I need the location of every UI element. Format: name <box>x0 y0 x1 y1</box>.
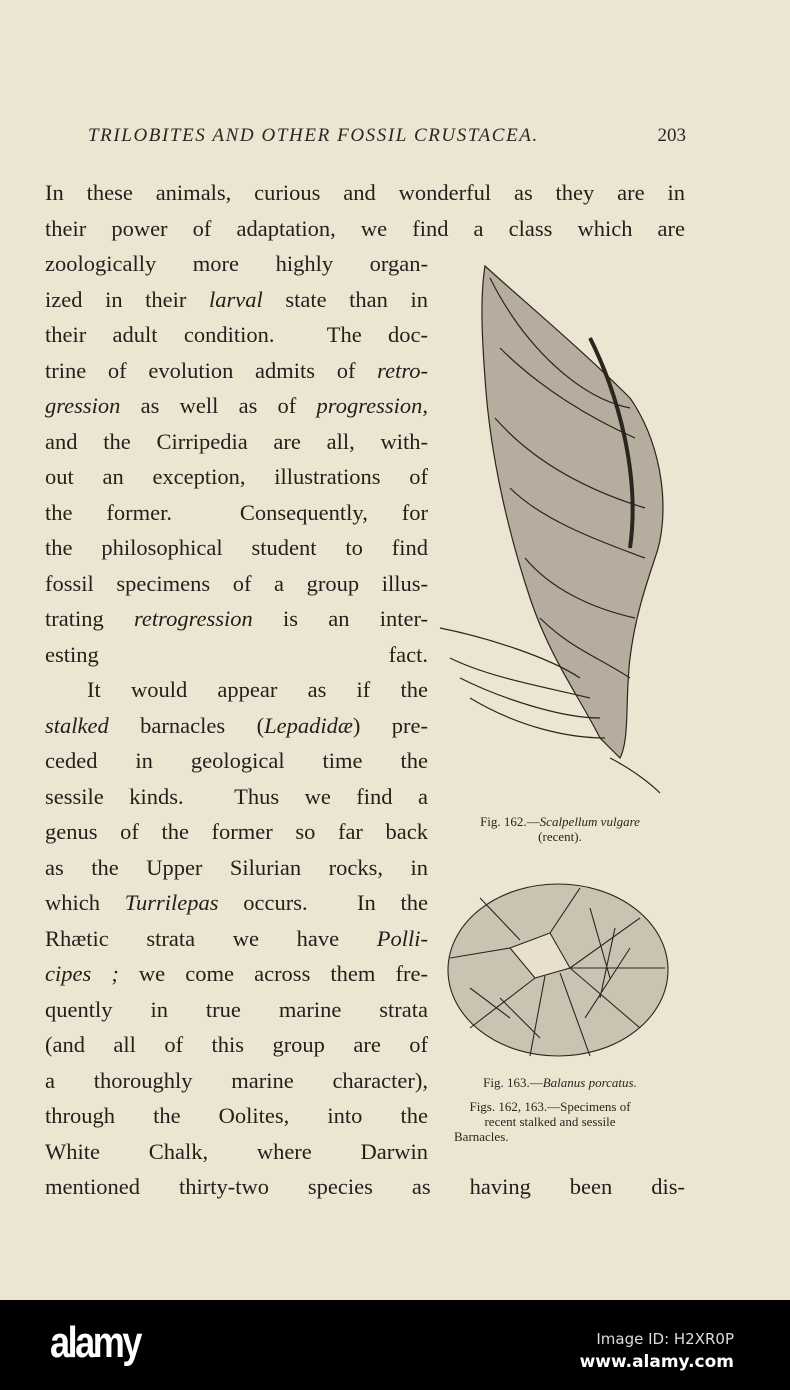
alamy-logo: alamy <box>50 1318 141 1367</box>
italic-text: cipes ; <box>45 961 119 986</box>
text-segment: trine of evolution admits of <box>45 357 378 383</box>
text-segment: ) pre- <box>352 712 428 738</box>
text-segment: is an inter- <box>252 606 428 631</box>
text-line <box>45 498 428 528</box>
italic-text: retrogression <box>133 606 253 631</box>
text-line <box>45 533 428 563</box>
text-segment: White Chalk, where Darwin <box>45 1138 428 1164</box>
text-segment: as well as of <box>120 393 317 418</box>
text-segment: a thoroughly marine character), <box>45 1067 428 1093</box>
site-url: www.alamy.com <box>579 1352 734 1372</box>
text-segment: zoologically more highly organ- <box>45 251 428 276</box>
text-line <box>45 924 428 954</box>
text-segment: esting fact. <box>45 641 428 667</box>
caption-prefix: Fig. 163.— <box>483 1075 543 1090</box>
text-line <box>45 675 428 705</box>
text-segment: barnacles ( <box>108 712 265 738</box>
text-segment: occurs. In the <box>218 890 428 915</box>
text-segment: as the Upper Silurian rocks, in <box>45 854 428 880</box>
text-segment: and the Cirripedia are all, with- <box>45 428 428 454</box>
italic-text: Lepadidæ <box>264 712 353 738</box>
fig-162-caption <box>440 814 680 844</box>
text-line <box>45 320 428 350</box>
text-segment: their power of adaptation, we find a class which are <box>45 215 685 241</box>
text-line <box>45 1066 428 1096</box>
running-title: TRILOBITES AND OTHER FOSSIL CRUSTACEA. <box>88 125 539 146</box>
text-line <box>45 1172 685 1202</box>
text-segment: (and all of this group are of <box>45 1032 428 1057</box>
text-segment: Rhætic strata we have <box>45 925 377 951</box>
text-line <box>45 888 428 918</box>
text-line <box>45 1137 428 1167</box>
fig-163-caption <box>445 1075 675 1090</box>
text-line <box>45 995 428 1025</box>
shared-caption <box>430 1099 670 1144</box>
caption-line: Barnacles. <box>454 1129 509 1144</box>
italic-text: gression <box>45 393 121 418</box>
text-segment: state than in <box>262 286 428 312</box>
caption-line: Figs. 162, 163.—Specimens of <box>469 1099 631 1114</box>
page-number: 203 <box>657 125 686 146</box>
text-segment: which <box>45 890 125 915</box>
italic-text: progression, <box>316 393 428 418</box>
text-line <box>45 427 428 457</box>
text-segment: trating <box>45 606 134 631</box>
text-line <box>45 214 685 244</box>
text-line <box>45 746 428 776</box>
text-line <box>45 1030 428 1060</box>
caption-line: recent stalked and sessile <box>484 1114 616 1129</box>
text-line <box>45 178 685 208</box>
text-segment: fossil specimens of a group illus- <box>45 570 428 596</box>
text-segment: out an exception, illustrations of <box>45 464 428 489</box>
caption-species: Scalpellum vulgare <box>539 814 640 829</box>
text-segment: through the Oolites, into the <box>45 1103 428 1128</box>
text-line <box>45 640 428 670</box>
text-segment: we come across them fre- <box>118 961 428 986</box>
text-segment: ized in their <box>45 286 209 312</box>
italic-text: stalked <box>45 712 109 738</box>
text-line <box>45 462 428 492</box>
text-line <box>45 569 428 599</box>
balanus-illustration <box>440 878 672 1070</box>
italic-text: Polli- <box>376 925 428 951</box>
text-line <box>45 711 428 741</box>
italic-text: Turrilepas <box>124 890 219 915</box>
text-segment: the philosophical student to find <box>45 535 428 560</box>
text-line <box>45 959 428 989</box>
text-line <box>45 1101 428 1131</box>
caption-species: Balanus porcatus. <box>542 1075 637 1090</box>
text-segment: sessile kinds. Thus we find a <box>45 783 428 809</box>
text-line <box>45 356 428 386</box>
caption-note: (recent). <box>538 829 582 844</box>
text-segment: mentioned thirty-two species as having been dis- <box>45 1174 685 1199</box>
text-line <box>45 249 428 279</box>
text-line <box>45 285 428 315</box>
image-id: Image ID: H2XR0P <box>596 1330 734 1348</box>
text-line <box>45 604 428 634</box>
text-segment: It would appear as if the <box>87 677 428 702</box>
text-segment: the former. Consequently, for <box>45 499 428 525</box>
caption-prefix: Fig. 162.— <box>480 814 540 829</box>
text-line <box>45 782 428 812</box>
text-line <box>45 853 428 883</box>
text-segment: ceded in geological time the <box>45 748 428 773</box>
italic-text: larval <box>208 286 263 312</box>
italic-text: retro- <box>377 357 428 383</box>
text-line <box>45 817 428 847</box>
text-line <box>45 391 428 421</box>
text-segment: their adult condition. The doc- <box>45 322 428 347</box>
text-segment: genus of the former so far back <box>45 819 428 844</box>
scalpellum-illustration <box>430 258 680 803</box>
text-segment: In these animals, curious and wonderful as they are in <box>45 180 685 205</box>
text-segment: quently in true marine strata <box>45 996 428 1022</box>
